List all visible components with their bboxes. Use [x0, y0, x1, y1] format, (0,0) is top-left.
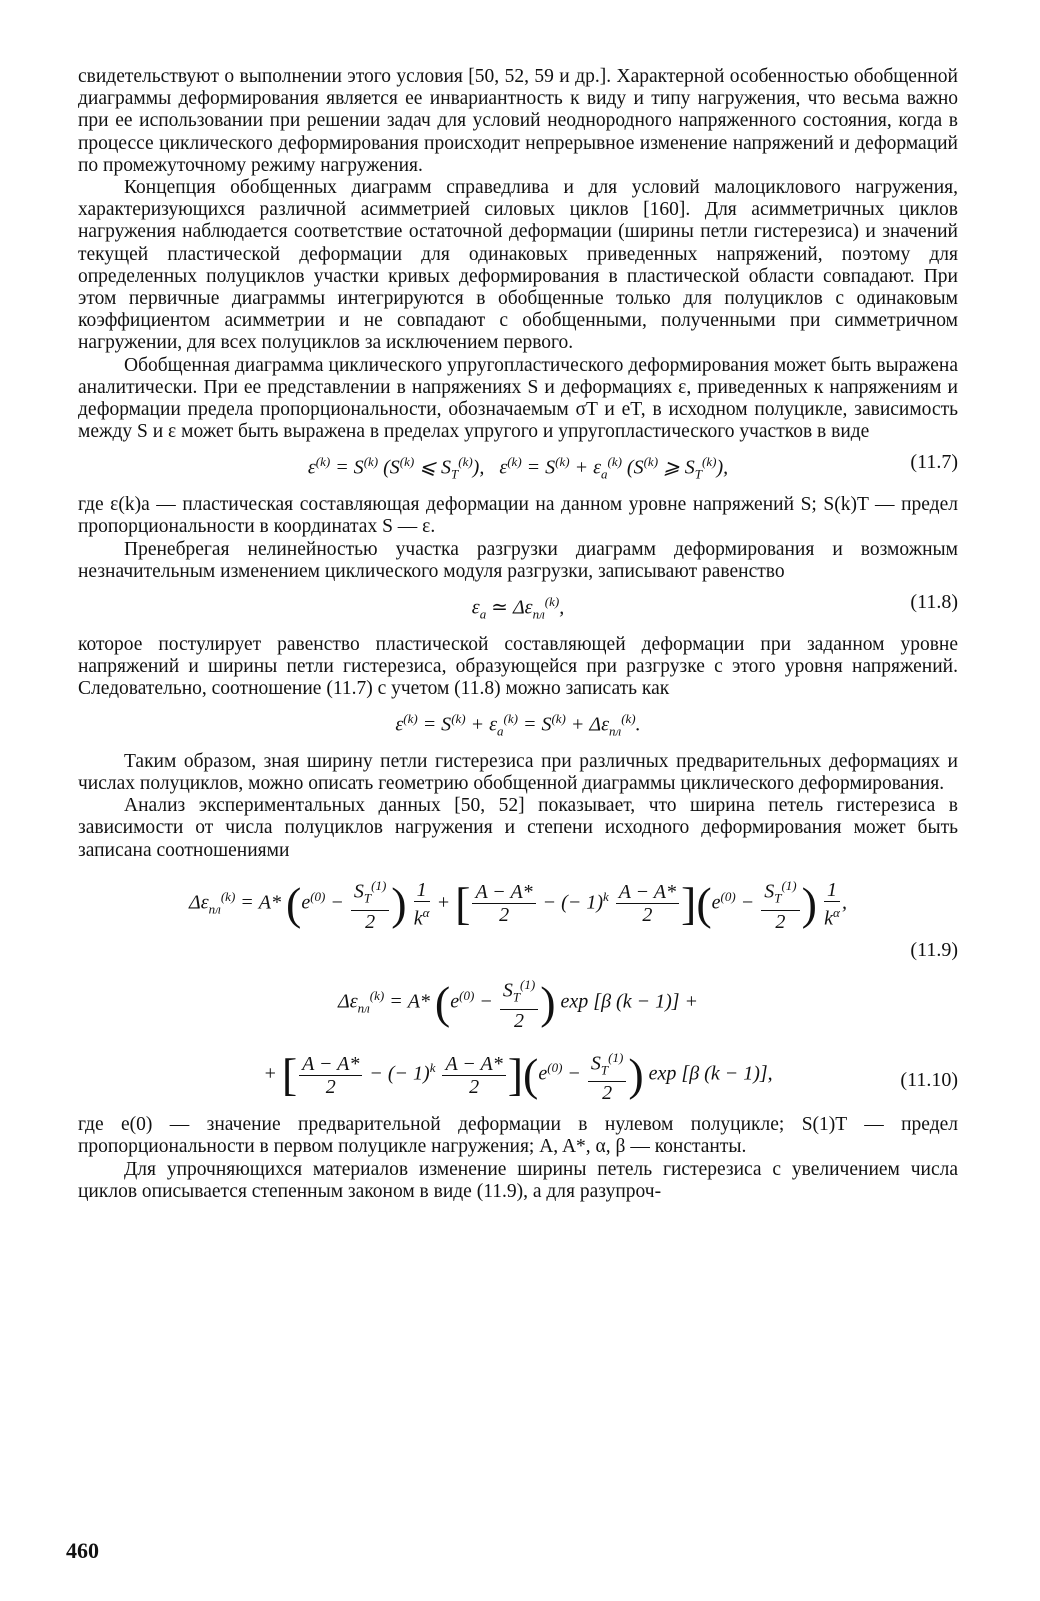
equation-11-7: $\varepsilon^{(k)} = S^{(k)}$ ($S^{(k)}$ ⩽ $S_T^{(k)}$), $\varepsilon^{(k)} = S^{(k)} + \varepsilon_a^{(k)}$ ($S^{(k)}$ ⩾ $S_T^{(k)}$), (11.7)	[307, 451, 958, 483]
paragraph-1: свидетельствуют о выполнении этого условия [50, 52, 59 и др.]. Характерной особенностью обобщенной диаграммы деформирования является ее инвариантность к виду и типу нагружения, что весьма важно при ее использовании при решении задач для условий неоднородного напряженного состояния, когда в процессе циклического деформирования происходит непрерывное изменение напряжений и деформаций по промежуточному режиму нагружения.	[78, 66, 958, 176]
paragraph-10: Для упрочняющихся материалов изменение ширины петель гистерезиса с увеличением числа циклов описывается степенным законом в виде (11.9), а для разупроч-	[78, 1158, 958, 1202]
paragraph-9: где e(0) — значение предварительной деформации в нулевом полуцикле; S(1)T — предел пропорциональности в первом полуцикле нагружения; A, A*, α, β — константы.	[78, 1114, 958, 1158]
paragraph-6: которое постулирует равенство пластической составляющей деформации при заданном уровне напряжений и ширины петли гистерезиса, образующейся при разгрузке с этого уровня напряжений. Следовательно, соотношение (11.7) с учетом (11.8) можно записать как	[78, 633, 958, 699]
paragraph-3: Обобщенная диаграмма циклического упругопластического деформирования может быть выражена аналитически. При ее представлении в напряжениях S и деформациях ε, приведенных к напряжениям и деформации предела пропорциональности, обозначаемым σT и eT, в исходном полуцикле, зависимость между S и ε может быть выражена в пределах упругого и упругопластического участков в виде	[78, 354, 958, 443]
equation-number: (11.10)	[900, 1069, 958, 1092]
equation-number: (11.9)	[910, 938, 958, 961]
equation-unnumbered: $\varepsilon^{(k)} = S^{(k)} + \varepsilon_a^{(k)} = S^{(k)} + \Delta\varepsilon_{пл}^{(k)}$.	[395, 711, 641, 739]
equation-number: (11.8)	[910, 590, 958, 613]
equation-11-10-line-1: $\Delta\varepsilon_{пл}^{(k)} = A*$ ($e^{(0)}$ − $\frac{S_T^{(1)}}{2}$ ) exp [β (k − 1)] +	[78, 971, 958, 1034]
paragraph-8: Анализ экспериментальных данных [50, 52] показывает, что ширина петель гистерезиса в зависимости от числа полуциклов нагружения и степени исходного деформирования может быть записана соотношениями	[78, 795, 958, 861]
paragraph-2: Концепция обобщенных диаграмм справедлива и для условий малоциклового нагружения, характеризующихся различной асимметрией силовых циклов [160]. Для асимметричных циклов нагружения наблюдается соответствие остаточной деформации (ширины петли гистерезиса) и значений текущей пластической деформации для одинаковых приведенных напряжений, поэтому для определенных полуциклов участки кривых деформирования в пластической области совпадают. При этом первичные диаграммы интегрируются в обобщенные только для полуциклов с одинаковым коэффициентом асимметрии и не совпадают с обобщенными, полученными при симметричном нагружении, для всех полуциклов за исключением первого.	[78, 177, 958, 354]
equation-11-9: $\Delta\varepsilon_{пл}^{(k)} = A*$ ($e^{(0)}$ − $\frac{S_T^{(1)}}{2}$ ) $\frac{1}{k^\alpha}$ + [ $\frac{A - A*}{2}$ − (− 1)$^k$ $\frac{A - A*}{2}$ ]($e^{(0)}$ − $\frac{S_T^{(1)}}{2}$ ) $\frac{1}{k^\alpha}$ ,	[78, 872, 958, 935]
equation-11-10-line-2: + [ $\frac{A - A*}{2}$ − (− 1)$^k$ $\frac{A - A*}{2}$ ]($e^{(0)}$ − $\frac{S_T^{(1)}}{2}$ ) exp [β (k − 1)], (11.10)	[78, 1043, 958, 1104]
equation-11-8: $\varepsilon_a$ ≃ $\Delta\varepsilon_{пл}^{(k)}$, (11.8)	[471, 590, 958, 622]
paragraph-4: где ε(k)a — пластическая составляющая деформации на данном уровне напряжений S; S(k)T — предел пропорциональности в координатах S — ε.	[78, 494, 958, 538]
equation-number: (11.7)	[910, 451, 958, 474]
page-body	[78, 66, 958, 1203]
paragraph-7: Таким образом, зная ширину петли гистерезиса при различных предварительных деформациях и числах полуциклов, можно описать геометрию обобщенной диаграммы циклического деформирования.	[78, 750, 958, 795]
page-number: 460	[66, 1538, 99, 1563]
paragraph-5: Пренебрегая нелинейностью участка разгрузки диаграмм деформирования и возможным незначительным изменением циклического модуля разгрузки, записывают равенство	[78, 538, 958, 582]
